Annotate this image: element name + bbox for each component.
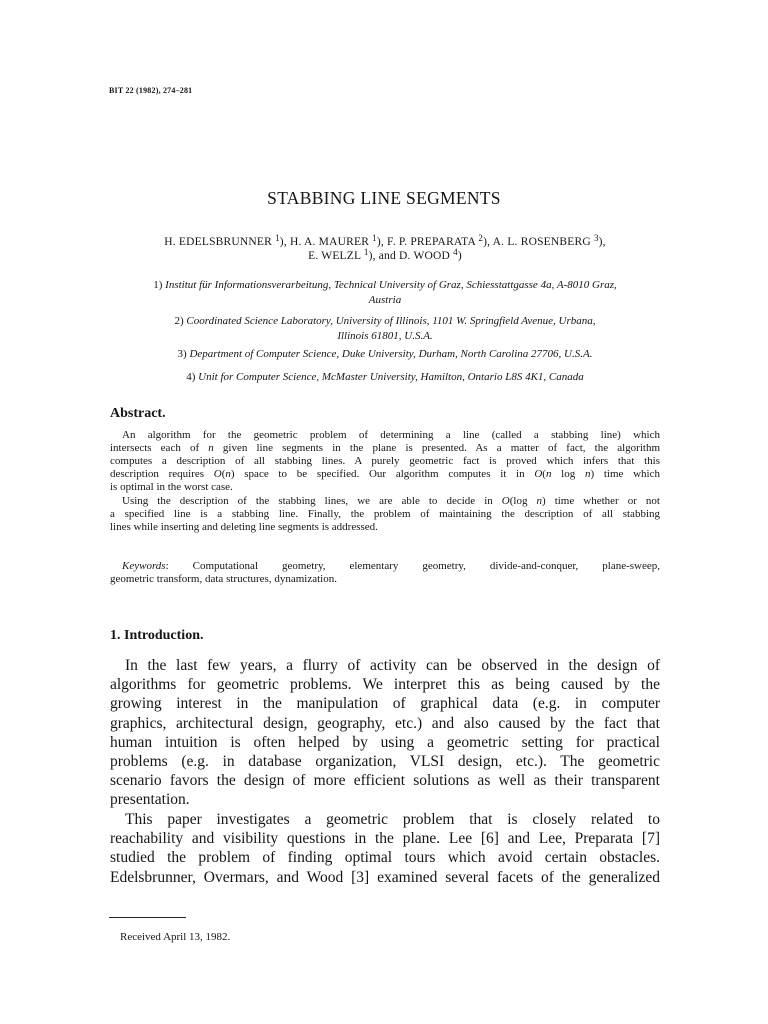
- text-line: intersects each of n given line segments in the plane is presented. As a matter of fact, the algorithm: [110, 442, 661, 454]
- author-name: E. WELZL: [308, 250, 361, 262]
- author-name: A. L. ROSENBERG: [492, 236, 591, 248]
- paper-title: STABBING LINE SEGMENTS: [267, 188, 501, 208]
- journal-citation: BIT 22 (1982), 274–281: [109, 86, 193, 95]
- affiliation-number: 2): [174, 315, 184, 327]
- text-line: a specified line is a stabbing line. Finally, the problem of maintaining the description of all stabbing: [110, 508, 660, 520]
- affiliation-text-line-2: Austria: [368, 294, 402, 306]
- text-line: Keywords: Computational geometry, elementary geometry, divide-and-conquer, plane-sweep,: [122, 560, 660, 572]
- author-affiliation-mark: 1: [363, 247, 369, 257]
- text-line: graphics, architectural design, geography, etc.) and also caused by the fact that: [110, 714, 660, 732]
- text-line: algorithms for geometric problems. We interpret this as being caused by the: [110, 676, 660, 694]
- affiliation-4: [110, 370, 660, 385]
- text-line: is optimal in the worst case.: [110, 481, 233, 493]
- author-name: H. A. MAURER: [289, 236, 370, 248]
- text-line: lines while inserting and deleting line segments is addressed.: [110, 521, 378, 533]
- author-affiliation-mark: 2: [478, 233, 484, 243]
- text-line: In the last few years, a flurry of activity can be observed in the design of: [125, 657, 660, 674]
- text-line: human intuition is often helped by using a geometric setting for practical: [110, 733, 660, 751]
- affiliation-text: Coordinated Science Laboratory, University of Illinois, 1101 W. Springfield Avenue, Urbana,: [186, 315, 596, 327]
- author-line-2: E. WELZL $^1$), and D. WOOD $^4$): [308, 247, 462, 262]
- affiliation-text: Unit for Computer Science, McMaster University, Hamilton, Ontario L8S 4K1, Canada: [198, 371, 584, 383]
- keywords-label: Keywords: [122, 560, 166, 572]
- text-line: description requires O(n) space to be specified. Our algorithm computes it in O(n log n) time which: [110, 468, 660, 480]
- text-line: reachability and visibility questions in the plane. Lee [6] and Lee, Preparata [7]: [110, 830, 660, 848]
- text-line: growing interest in the manipulation of graphical data (e.g. in computer: [110, 695, 660, 713]
- intro-paragraph-2: [110, 810, 660, 887]
- footnote-rule: [109, 917, 186, 918]
- affiliation-text-line-2: Illinois 61801, U.S.A.: [337, 330, 433, 342]
- received-date: Received April 13, 1982.: [120, 931, 231, 943]
- text-line: problems (e.g. in database organization, VLSI design, etc.). The geometric: [110, 753, 660, 771]
- keywords: [110, 560, 660, 586]
- text-line: computes a description of all stabbing lines. A purely geometric fact is proved which infers that this: [110, 455, 660, 467]
- author-affiliation-mark: 3: [593, 233, 599, 243]
- affiliation-1: [110, 278, 660, 308]
- author-affiliation-mark: 4: [453, 247, 458, 257]
- author-name: D. WOOD: [399, 250, 451, 262]
- affiliation-text: Institut für Informationsverarbeitung, Technical University of Graz, Schiesstattgasse 4a, A-8010 Graz,: [165, 279, 617, 291]
- text-line: scenario favors the design of more efficient solutions as well as their transparent: [110, 772, 660, 790]
- affiliation-number: 4): [186, 371, 196, 383]
- affiliation-text: Department of Computer Science, Duke University, Durham, North Carolina 27706, U.S.A.: [189, 348, 593, 360]
- abstract-heading: Abstract.: [110, 406, 166, 421]
- text-line: presentation.: [110, 791, 190, 809]
- abstract-paragraph-1: [110, 429, 660, 494]
- affiliation-number: 3): [177, 348, 187, 360]
- text-line: Edelsbrunner, Overmars, and Wood [3] examined several facets of the generalized: [110, 868, 660, 886]
- author-name: H. EDELSBRUNNER: [164, 236, 273, 248]
- author-affiliation-mark: 1: [275, 233, 280, 243]
- author-name: F. P. PREPARATA: [387, 236, 476, 248]
- affiliation-number: 1): [153, 279, 163, 291]
- abstract-paragraph-2: [110, 495, 660, 534]
- text-line: studied the problem of finding optimal tours which avoid certain obstacles.: [110, 849, 660, 867]
- affiliation-2: [110, 314, 660, 344]
- text-line: Using the description of the stabbing lines, we are able to decide in O(log n) time whether or not: [122, 495, 660, 507]
- text-line: An algorithm for the geometric problem of determining a line (called a stabbing line) which: [122, 429, 660, 441]
- intro-paragraph-1: [110, 656, 660, 810]
- affiliation-3: [110, 347, 660, 362]
- author-line-1: H. EDELSBRUNNER $^1$), H. A. MAURER $^1$), F. P. PREPARATA $^2$), A. L. ROSENBERG $^3$),: [164, 233, 606, 248]
- text-line: geometric transform, data structures, dynamization.: [110, 573, 337, 585]
- text-line: This paper investigates a geometric problem that is closely related to: [125, 811, 660, 828]
- section-heading-introduction: 1. Introduction.: [110, 628, 204, 643]
- author-affiliation-mark: 1: [372, 233, 377, 243]
